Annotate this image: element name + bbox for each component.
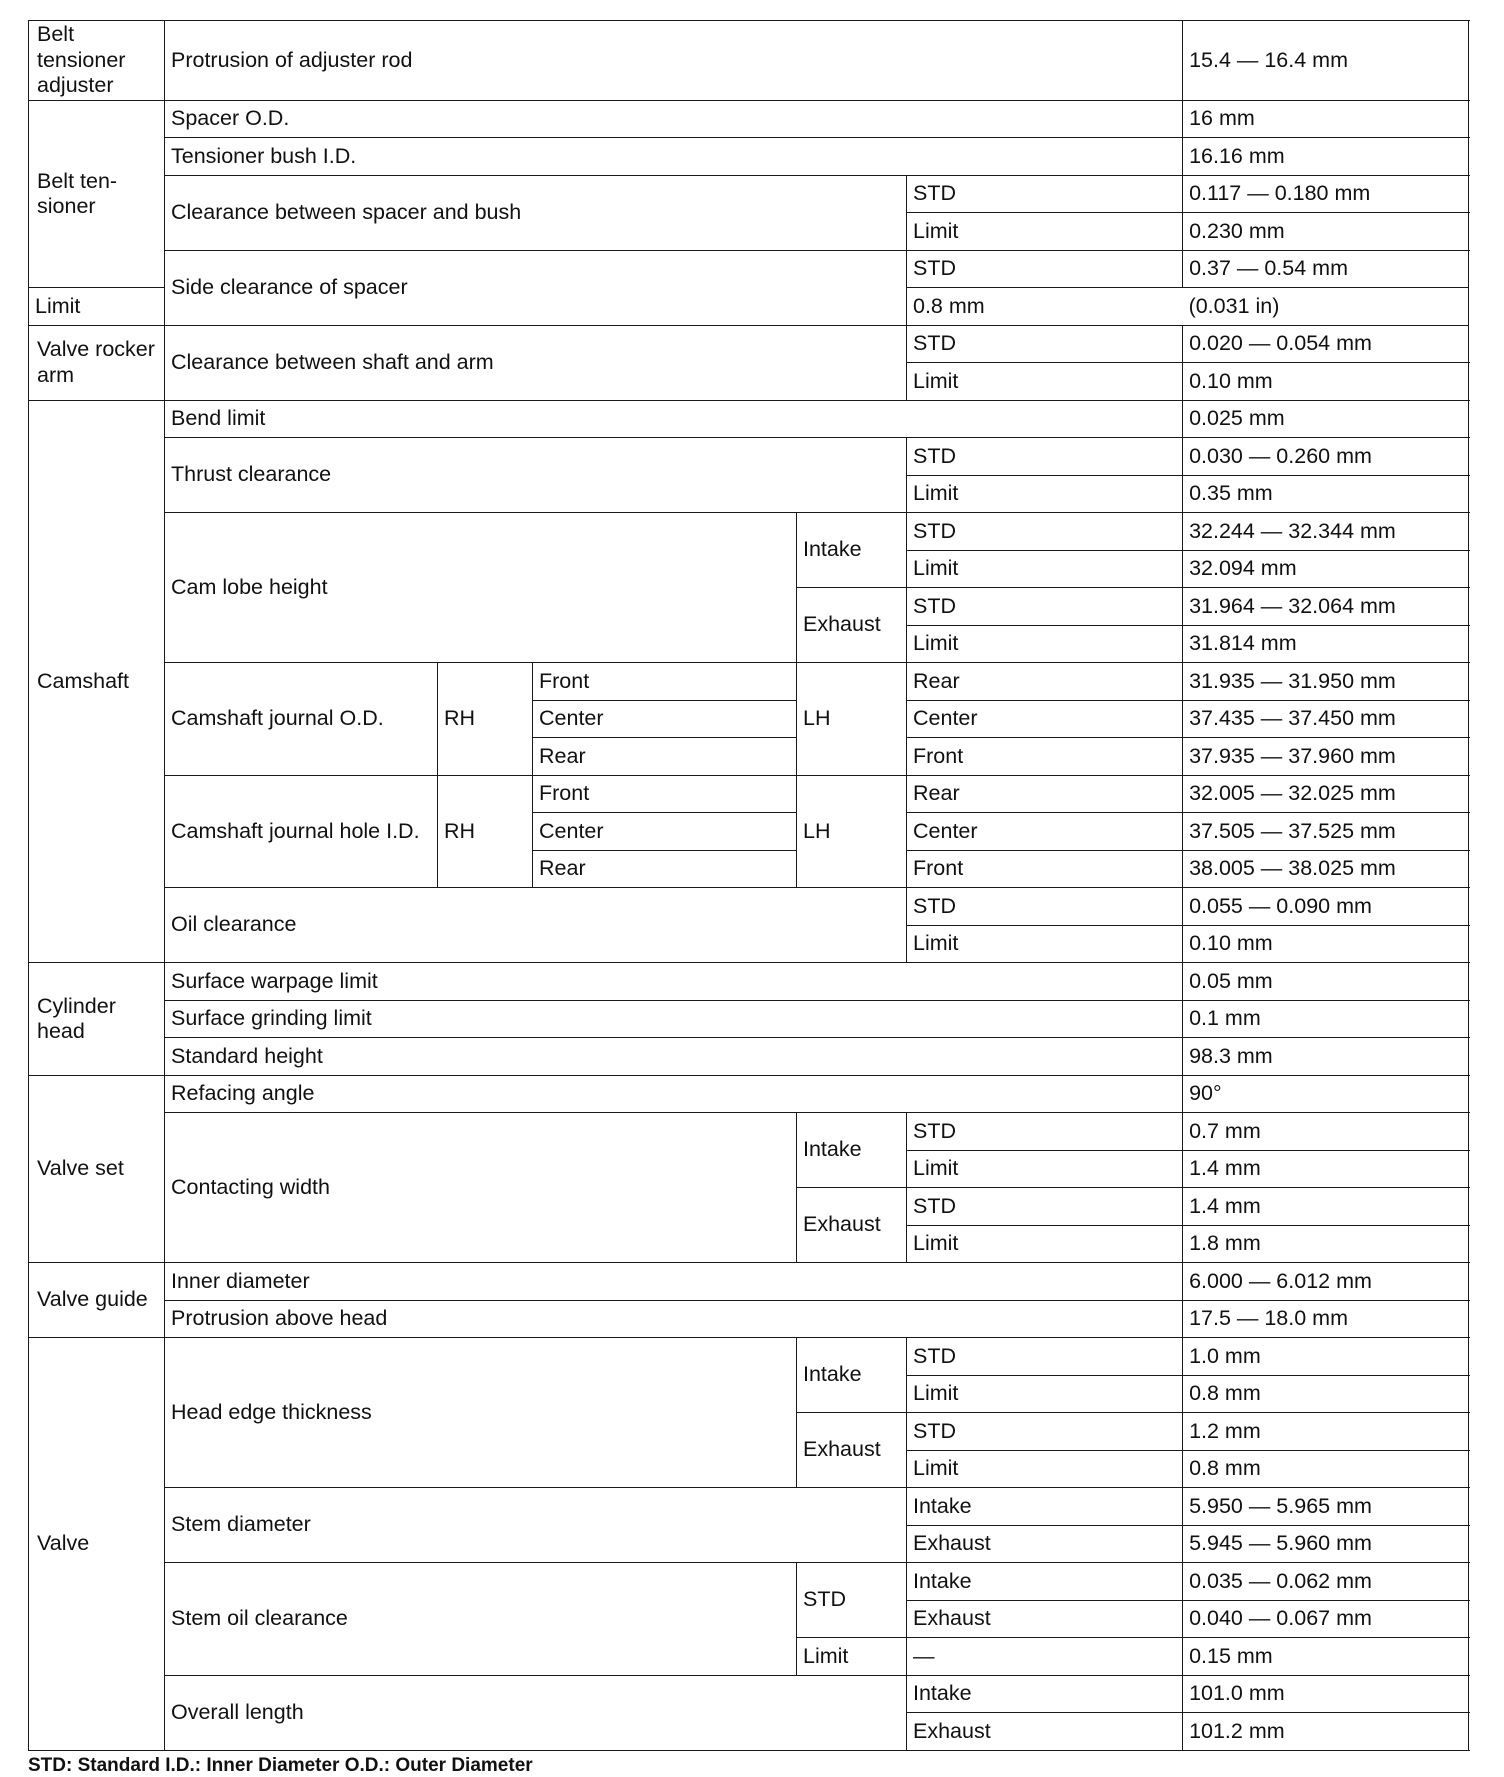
value-mm: 37.935 — 37.960 mm xyxy=(1183,738,1469,776)
value-mm: 0.020 — 0.054 mm xyxy=(1183,325,1469,363)
value-mm: 0.117 — 0.180 mm xyxy=(1183,175,1469,213)
position-label: Rear xyxy=(533,850,797,888)
qualifier: STD xyxy=(907,175,1183,213)
item-label: Protrusion above head xyxy=(165,1300,1183,1338)
value-mm: 5.950 — 5.965 mm xyxy=(1183,1488,1469,1526)
value-mm: 0.8 mm xyxy=(1183,1375,1469,1413)
qualifier: Limit xyxy=(907,925,1183,963)
sub-label: Intake xyxy=(797,1113,907,1188)
qualifier: Exhaust xyxy=(907,1525,1183,1563)
sub-label: LH xyxy=(797,775,907,888)
table-row xyxy=(29,963,1469,1001)
item-label: Thrust clearance xyxy=(165,438,907,513)
table-row xyxy=(29,1675,1469,1713)
value-mm: 101.0 mm xyxy=(1183,1675,1469,1713)
qualifier: Front xyxy=(907,738,1183,776)
item-label: Surface warpage limit xyxy=(165,963,1183,1001)
value-mm: 0.10 mm xyxy=(1183,363,1469,401)
position-label: Front xyxy=(533,663,797,701)
table-row xyxy=(29,1338,1469,1376)
section-label: Valve xyxy=(29,1338,165,1751)
qualifier: Center xyxy=(907,700,1183,738)
item-label: Clearance between shaft and arm xyxy=(165,325,907,400)
section-label: Valve set xyxy=(29,1075,165,1263)
item-label: Camshaft journal O.D. xyxy=(165,663,438,776)
item-label: Inner diameter xyxy=(165,1263,1183,1301)
item-label: Refacing angle xyxy=(165,1075,1183,1113)
table-row xyxy=(29,1113,1469,1151)
table-row xyxy=(29,138,1469,176)
value-mm: 0.8 mm xyxy=(907,288,1183,326)
qualifier: Intake xyxy=(907,1488,1183,1526)
value-mm: 0.15 mm xyxy=(1183,1638,1469,1676)
value-mm: 1.0 mm xyxy=(1183,1338,1469,1376)
value-mm: 0.05 mm xyxy=(1183,963,1469,1001)
section-label: Valve guide xyxy=(29,1263,165,1338)
table-row xyxy=(29,1488,1469,1526)
table-row xyxy=(29,663,1469,701)
item-label: Side clearance of spacer xyxy=(165,250,907,325)
table-row xyxy=(29,888,1469,926)
table-row xyxy=(29,325,1469,363)
specifications-table xyxy=(28,20,1469,1751)
qualifier: Limit xyxy=(907,1375,1183,1413)
qualifier: Limit xyxy=(907,363,1183,401)
qualifier: Front xyxy=(907,850,1183,888)
qualifier: Limit xyxy=(29,288,165,326)
section-label: Belt tensioner adjuster xyxy=(29,21,165,101)
value-mm: 32.005 — 32.025 mm xyxy=(1183,775,1469,813)
qualifier: Rear xyxy=(907,663,1183,701)
item-label: Stem oil clearance xyxy=(165,1563,797,1676)
qualifier: STD xyxy=(907,513,1183,551)
qualifier: STD xyxy=(907,588,1183,626)
sub-label: Exhaust xyxy=(797,1188,907,1263)
position-label: Center xyxy=(533,813,797,851)
sub-label: Intake xyxy=(797,513,907,588)
sub-label: Intake xyxy=(797,1338,907,1413)
table-row xyxy=(29,1263,1469,1301)
section-label: Camshaft xyxy=(29,400,165,963)
value-mm: 37.435 — 37.450 mm xyxy=(1183,700,1469,738)
value-mm: 15.4 — 16.4 mm xyxy=(1183,21,1469,101)
item-label: Stem diameter xyxy=(165,1488,907,1563)
qualifier: STD xyxy=(907,1188,1183,1226)
value-mm: 5.945 — 5.960 mm xyxy=(1183,1525,1469,1563)
qualifier: — xyxy=(907,1638,1183,1676)
qualifier: STD xyxy=(907,325,1183,363)
sub-label: Limit xyxy=(797,1638,907,1676)
qualifier: Intake xyxy=(907,1563,1183,1601)
value-mm: 0.230 mm xyxy=(1183,213,1469,251)
value-mm: 31.964 — 32.064 mm xyxy=(1183,588,1469,626)
item-label: Contacting width xyxy=(165,1113,797,1263)
qualifier: STD xyxy=(907,1413,1183,1451)
value-mm: 16.16 mm xyxy=(1183,138,1469,176)
value-mm: 0.025 mm xyxy=(1183,400,1469,438)
value-mm: 101.2 mm xyxy=(1183,1713,1469,1751)
value-mm: 16 mm xyxy=(1183,100,1469,138)
item-label: Standard height xyxy=(165,1038,1183,1076)
table-row xyxy=(29,438,1469,476)
table-footnote: STD: Standard I.D.: Inner Diameter O.D.: Outer Diameter xyxy=(28,1755,533,1776)
qualifier: STD xyxy=(907,888,1183,926)
qualifier: STD xyxy=(907,1338,1183,1376)
sub-label: Exhaust xyxy=(797,588,907,663)
value-mm: 0.10 mm xyxy=(1183,925,1469,963)
value-mm: 0.8 mm xyxy=(1183,1450,1469,1488)
value-mm: 1.4 mm xyxy=(1183,1188,1469,1226)
section-label: Belt ten-sioner xyxy=(29,100,165,288)
qualifier: Limit xyxy=(907,475,1183,513)
value-mm: 0.035 — 0.062 mm xyxy=(1183,1563,1469,1601)
qualifier: Limit xyxy=(907,1450,1183,1488)
item-label: Clearance between spacer and bush xyxy=(165,175,907,250)
item-label: Overall length xyxy=(165,1675,907,1750)
value-mm: 98.3 mm xyxy=(1183,1038,1469,1076)
value-mm: 0.040 — 0.067 mm xyxy=(1183,1600,1469,1638)
sub-label: STD xyxy=(797,1563,907,1638)
table-row xyxy=(29,100,1469,138)
item-label: Bend limit xyxy=(165,400,1183,438)
table-row xyxy=(29,175,1469,213)
item-label: Head edge thickness xyxy=(165,1338,797,1488)
position-label: Rear xyxy=(533,738,797,776)
sub-label: RH xyxy=(438,775,533,888)
item-label: Surface grinding limit xyxy=(165,1000,1183,1038)
qualifier: STD xyxy=(907,1113,1183,1151)
qualifier: Limit xyxy=(907,625,1183,663)
table-row xyxy=(29,250,1469,288)
item-label: Cam lobe height xyxy=(165,513,797,663)
table-row xyxy=(29,1300,1469,1338)
qualifier: Limit xyxy=(907,1150,1183,1188)
qualifier: Intake xyxy=(907,1675,1183,1713)
qualifier: STD xyxy=(907,438,1183,476)
qualifier: Exhaust xyxy=(907,1713,1183,1751)
value-mm: 0.7 mm xyxy=(1183,1113,1469,1151)
value-mm: 90° xyxy=(1183,1075,1469,1113)
qualifier: STD xyxy=(907,250,1183,288)
item-label: Protrusion of adjuster rod xyxy=(165,21,1183,101)
position-label: Center xyxy=(533,700,797,738)
table-row xyxy=(29,400,1469,438)
item-label: Oil clearance xyxy=(165,888,907,963)
value-mm: 0.1 mm xyxy=(1183,1000,1469,1038)
value-mm: 6.000 — 6.012 mm xyxy=(1183,1263,1469,1301)
sub-label: RH xyxy=(438,663,533,776)
position-label: Front xyxy=(533,775,797,813)
table-row xyxy=(29,775,1469,813)
sub-label: Exhaust xyxy=(797,1413,907,1488)
value-mm: 32.094 mm xyxy=(1183,550,1469,588)
value-mm: 31.814 mm xyxy=(1183,625,1469,663)
qualifier: Limit xyxy=(907,550,1183,588)
qualifier: Limit xyxy=(907,1225,1183,1263)
table-row xyxy=(29,21,1469,101)
table-row xyxy=(29,513,1469,551)
value-mm: 32.244 — 32.344 mm xyxy=(1183,513,1469,551)
value-mm: 17.5 — 18.0 mm xyxy=(1183,1300,1469,1338)
value-mm: 0.030 — 0.260 mm xyxy=(1183,438,1469,476)
qualifier: Rear xyxy=(907,775,1183,813)
table-row xyxy=(29,1563,1469,1601)
value-mm: 37.505 — 37.525 mm xyxy=(1183,813,1469,851)
sub-label: LH xyxy=(797,663,907,776)
item-label: Tensioner bush I.D. xyxy=(165,138,1183,176)
qualifier: Exhaust xyxy=(907,1600,1183,1638)
value-mm: 0.055 — 0.090 mm xyxy=(1183,888,1469,926)
item-label: Camshaft journal hole I.D. xyxy=(165,775,438,888)
value-in: (0.031 in) xyxy=(1183,288,1469,326)
table-row xyxy=(29,1075,1469,1113)
value-mm: 38.005 — 38.025 mm xyxy=(1183,850,1469,888)
qualifier: Limit xyxy=(907,213,1183,251)
value-mm: 0.37 — 0.54 mm xyxy=(1183,250,1469,288)
value-mm: 0.35 mm xyxy=(1183,475,1469,513)
section-label: Valve rocker arm xyxy=(29,325,165,400)
item-label: Spacer O.D. xyxy=(165,100,1183,138)
section-label: Cylinder head xyxy=(29,963,165,1076)
table-row xyxy=(29,1038,1469,1076)
table-row xyxy=(29,1000,1469,1038)
value-mm: 1.2 mm xyxy=(1183,1413,1469,1451)
value-mm: 1.4 mm xyxy=(1183,1150,1469,1188)
value-mm: 31.935 — 31.950 mm xyxy=(1183,663,1469,701)
value-mm: 1.8 mm xyxy=(1183,1225,1469,1263)
qualifier: Center xyxy=(907,813,1183,851)
